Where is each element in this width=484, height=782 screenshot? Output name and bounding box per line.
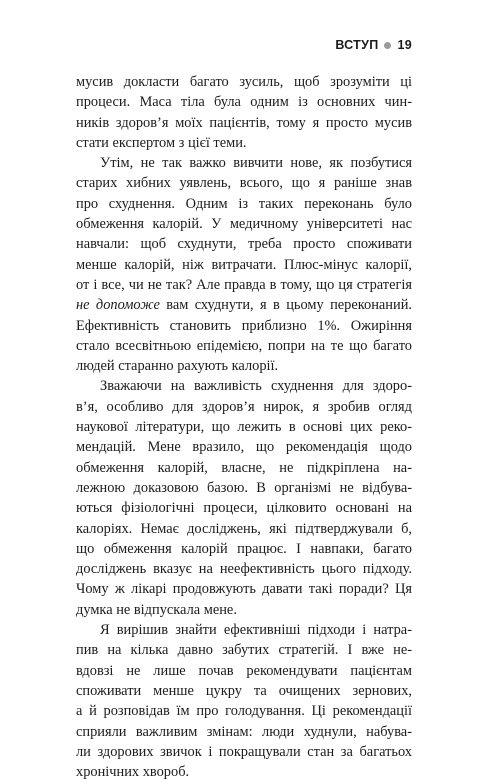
text-line: що обмеження калорій працює. І навпаки, багато bbox=[76, 540, 412, 557]
emphasis-text: не допоможе bbox=[76, 297, 160, 314]
text-line: стати експертом з цієї теми. bbox=[76, 134, 247, 151]
text-line: вдовзі не лише почав рекомендувати пацієнтам bbox=[76, 662, 412, 679]
text-line: а й розповідав їм про голодування. Ці рекомендації bbox=[76, 703, 412, 720]
running-header bbox=[335, 38, 412, 52]
text-line: обмеження калорій. У медичному університеті нас bbox=[76, 216, 412, 233]
text-line: от і все, чи не так? Але правда в тому, що ця стратегія bbox=[76, 276, 412, 293]
text-line: в’я, особливо для здоров’я нирок, я зробив огляд bbox=[76, 398, 412, 415]
text-line: наукової літератури, що лежить в основі цих реко- bbox=[76, 419, 412, 436]
text-line: хронічних хвороб. bbox=[76, 764, 190, 781]
text-line: процеси. Маса тіла була одним із основних чин- bbox=[76, 94, 412, 111]
text-line: мендацій. Мене вразило, що рекомендація щодо bbox=[76, 439, 412, 456]
paragraph-2 bbox=[76, 153, 412, 376]
text-line: досліджень вказує на неефективність цього підходу. bbox=[76, 561, 412, 578]
text-line: старих хибних уявлень, всього, що я раніше знав bbox=[76, 175, 412, 192]
text-line: Утім, не так важко вивчити нове, як позбутися bbox=[100, 155, 412, 172]
text-line: ників здоров’я моїх пацієнтів, тому я просто мусив bbox=[76, 114, 412, 131]
text-line-emphasis bbox=[76, 295, 412, 315]
text-fragment: вам схуднути, я в цьому переконаний. bbox=[159, 297, 412, 314]
text-line: ли здорових звичок і покращували стан за багатьох bbox=[76, 743, 412, 760]
page-number: 19 bbox=[397, 38, 412, 52]
text-line: споживати менше цукру та очищених зернових, bbox=[76, 682, 412, 699]
text-line: калоріях. Немає досліджень, які підтверджували б, bbox=[76, 520, 412, 537]
text-line: обмеження калорій, власне, не підкріплена на- bbox=[76, 459, 412, 476]
text-line: стало всесвітньою епідемією, попри на те що багато bbox=[76, 337, 412, 354]
body-text bbox=[76, 72, 412, 782]
text-line: мусив докласти багато зусиль, щоб зрозуміти ці bbox=[76, 74, 412, 90]
text-line: Зважаючи на важливість схуднення для здоро- bbox=[100, 378, 412, 395]
separator-dot-icon bbox=[384, 42, 391, 49]
text-line: про схуднення. Одним із таких переконань було bbox=[76, 195, 412, 212]
text-line: сприяли важливим змінам: люди худнули, набува- bbox=[76, 723, 412, 740]
text-line: ються фізіологічні процеси, цілковито основані на bbox=[76, 500, 412, 517]
text-line: думка не відпускала мене. bbox=[76, 601, 237, 618]
text-line: людей старанно рахують калорії. bbox=[76, 358, 279, 375]
paragraph-1 bbox=[76, 72, 412, 153]
paragraph-4 bbox=[76, 620, 412, 782]
text-line: пив на кілька давно забутих стратегій. І вже не- bbox=[76, 642, 412, 659]
text-line: менше калорій, ніж витрачати. Плюс-мінус калорії, bbox=[76, 256, 412, 273]
text-line: Чому ж лікарі продовжують давати такі поради? Ця bbox=[76, 581, 412, 598]
text-line: Я вирішив знайти ефективніші підходи і натра- bbox=[100, 622, 412, 639]
text-line: навчали: щоб схуднути, треба просто споживати bbox=[76, 236, 412, 253]
paragraph-3 bbox=[76, 376, 412, 620]
text-line: лежною доказовою базою. В організмі не відбува- bbox=[76, 479, 412, 496]
section-title: ВСТУП bbox=[335, 38, 379, 52]
text-line: Ефективність становить приблизно 1%. Ожиріння bbox=[76, 317, 412, 334]
